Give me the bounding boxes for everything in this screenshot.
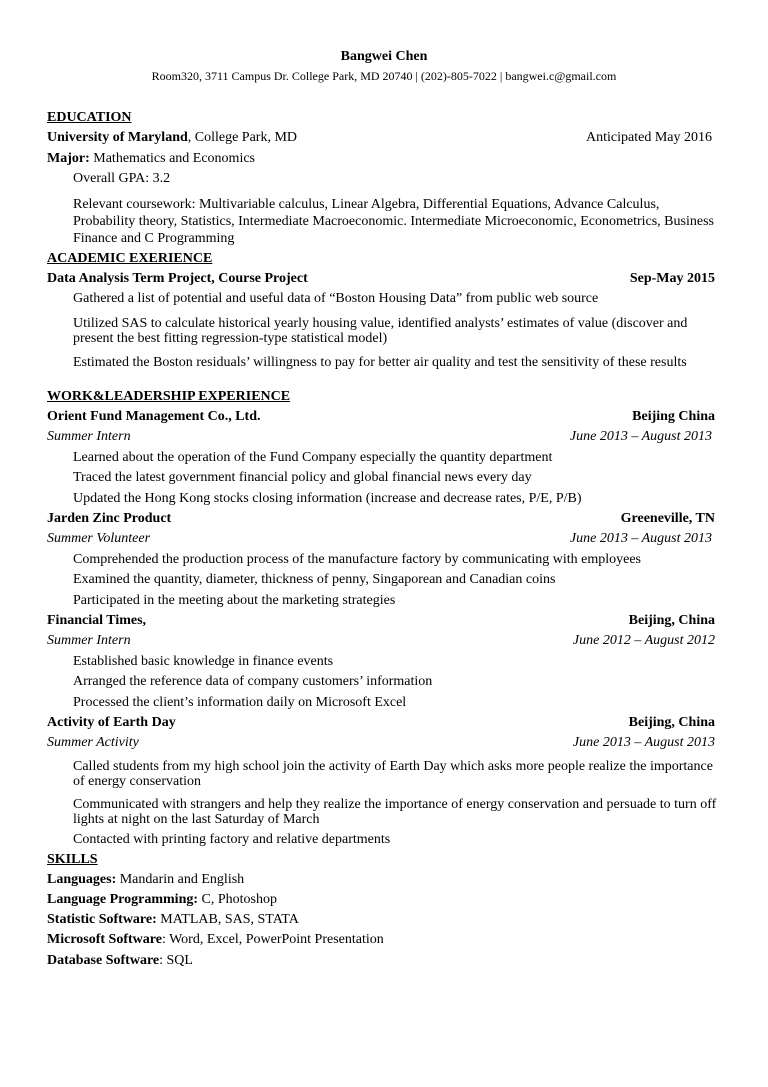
skill-label: Microsoft Software [47,932,162,947]
job-dates: June 2013 – August 2013 [569,429,712,444]
job-location: Beijing, China [628,613,715,628]
major-value: Mathematics and Economics [89,151,255,166]
job-bullet: Updated the Hong Kong stocks closing information (increase and decrease rates, P/E, P/B) [73,491,582,506]
major-line [47,150,255,167]
job-bullet: Contacted with printing factory and relative departments [73,832,391,847]
education-bullet: Overall GPA: 3.2 [73,171,171,186]
job-dates: June 2013 – August 2013 [569,531,712,546]
job-bullet: Processed the client’s information daily on Microsoft Excel [73,695,407,710]
job-bullet: Established basic knowledge in finance events [73,654,334,669]
skill-line [47,952,193,969]
job-role: Summer Activity [47,735,139,750]
education-school-line [47,129,297,146]
candidate-name: Bangwei Chen [340,49,428,64]
job-org: Activity of Earth Day [47,715,176,730]
contact-line: Room320, 3711 Campus Dr. College Park, MD 20740 | (202)-805-7022 | bangwei.c@gmail.com [151,69,617,83]
job-location: Beijing, China [628,715,715,730]
skill-line [47,891,277,908]
job-dates: June 2013 – August 2013 [572,735,715,750]
job-dates: June 2012 – August 2012 [572,633,715,648]
job-bullet: Arranged the reference data of company customers’ information [73,674,433,689]
skill-value: MATLAB, SAS, STATA [156,912,299,927]
academic-bullet: Utilized SAS to calculate historical yearly housing value, identified analysts’ estimates of value (discover and present the best fitting regression-type statistical model) [73,316,688,346]
job-bullet: Called students from my high school join the activity of Earth Day which asks more people realize the importance of energy conservation [73,759,713,789]
skill-label: Database Software [47,953,160,968]
skill-line [47,931,384,948]
major-label: Major: [47,151,90,166]
job-location: Greeneville, TN [620,511,715,526]
school-location: , College Park, MD [187,130,298,145]
skills-heading: SKILLS [47,852,98,867]
school-name: University of Maryland [47,130,188,145]
job-bullet: Traced the latest government financial policy and global financial news every day [73,470,532,485]
academic-title: Data Analysis Term Project, Course Project [47,271,308,286]
job-bullet: Participated in the meeting about the marketing strategies [73,593,396,608]
job-org: Financial Times, [47,613,147,628]
skill-value: C, Photoshop [198,892,277,907]
skill-line [47,871,244,888]
skill-label: Languages: [47,872,117,887]
job-bullet: Comprehended the production process of the manufacture factory by communicating with employees [73,552,641,567]
work-heading: WORK&LEADERSHIP EXPERIENCE [47,389,291,404]
skill-value: : SQL [159,953,193,968]
academic-bullet: Estimated the Boston residuals’ willingness to pay for better air quality and test the sensitivity of these results [73,355,687,370]
job-org: Orient Fund Management Co., Ltd. [47,409,261,424]
job-role: Summer Intern [47,429,131,444]
job-role: Summer Volunteer [47,531,151,546]
skill-value: : Word, Excel, PowerPoint Presentation [161,932,384,947]
academic-date: Sep-May 2015 [629,271,715,286]
education-date: Anticipated May 2016 [586,130,712,145]
skill-label: Statistic Software: [47,912,157,927]
job-location: Beijing China [632,409,715,424]
skill-label: Language Programming: [47,892,199,907]
academic-heading: ACADEMIC EXERIENCE [47,251,213,266]
skill-line [47,911,299,928]
job-bullet: Communicated with strangers and help they realize the importance of energy conservation and persuade to turn off lights at night on the last Saturday of March [73,797,717,827]
skill-value: Mandarin and English [116,872,245,887]
job-org: Jarden Zinc Product [47,511,172,526]
education-heading: EDUCATION [47,110,132,125]
job-bullet: Examined the quantity, diameter, thickness of penny, Singaporean and Canadian coins [73,572,556,587]
job-bullet: Learned about the operation of the Fund Company especially the quantity department [73,450,553,465]
education-bullet: Relevant coursework: Multivariable calculus, Linear Algebra, Differential Equations, Advance Calculus, Probability theory, Statistics, Intermediate Macroeconomic. Intermediate Microeconomic, Econometrics, Business Finance and C Programming [73,197,714,246]
academic-bullet: Gathered a list of potential and useful data of “Boston Housing Data” from public web source [73,291,599,306]
job-role: Summer Intern [47,633,131,648]
